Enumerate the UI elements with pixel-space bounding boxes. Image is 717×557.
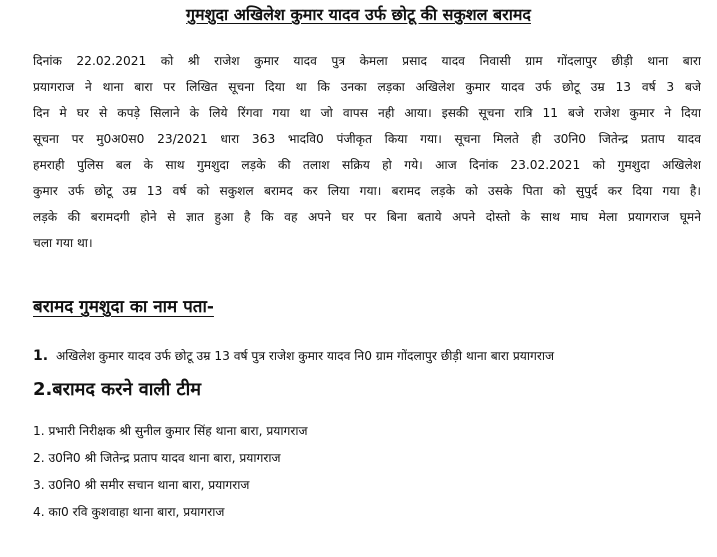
team-list bbox=[33, 418, 693, 526]
team-member: 1. प्रभारी निरीक्षक श्री सुनील कुमार सिंह थाना बारा, प्रयागराज bbox=[33, 424, 308, 438]
team-member: 3. उ0नि0 श्री समीर सचान थाना बारा, प्रयागराज bbox=[33, 478, 250, 492]
paragraph-line: चला गया था। bbox=[33, 236, 93, 250]
team-heading: 2.बरामद करने वाली टीम bbox=[33, 379, 201, 400]
paragraph-line: हमराही पुलिस बल के साथ गुमशुदा लड़के की तलाश सक्रिय हो गये। आज दिनांक 23.02.2021 को गुमशुदा अखिलेश bbox=[33, 158, 701, 172]
paragraph-line: कुमार उर्फ छोटू उम्र 13 वर्ष को सकुशल बरामद कर लिया गया। बरामद लड़के को उसके पिता को सुपुर्द कर दिया गया है। bbox=[33, 184, 701, 198]
list-number: 1. bbox=[33, 348, 49, 364]
paragraph-line: दिन मे घर से कपड़े सिलाने के लिये रिंगवा गया था जो वापस नही आया। इसकी सूचना रात्रि 11 बजे राजेश कुमार ने दिया bbox=[33, 106, 701, 120]
paragraph-line: सूचना पर मु0अ0स0 23/2021 धारा 363 भादवि0 पंजीकृत किया गया। सूचना मिलते ही उ0नि0 जितेन्द्र प्रताप यादव bbox=[33, 132, 701, 146]
paragraph-line: लड़के की बरामदगी होने से ज्ञात हुआ है कि वह अपने घर पर बिना बताये अपने दोस्तो के साथ माघ मेला प्रयागराज घूमने bbox=[33, 210, 701, 224]
team-member: 4. का0 रवि कुशवाहा थाना बारा, प्रयागराज bbox=[33, 505, 225, 519]
recovered-person-text: अखिलेश कुमार यादव उर्फ छोटू उम्र 13 वर्ष पुत्र राजेश कुमार यादव नि0 ग्राम गोंदलापुर छीड़ी थाना बारा प्रयागराज bbox=[55, 349, 555, 363]
document-title: गुमशुदा अखिलेश कुमार यादव उर्फ छोटू की सकुशल बरामद bbox=[186, 5, 531, 24]
report-paragraph bbox=[33, 48, 701, 256]
team-member: 2. उ0नि0 श्री जितेन्द्र प्रताप यादव थाना बारा, प्रयागराज bbox=[33, 451, 281, 465]
paragraph-line: प्रयागराज ने थाना बारा पर लिखित सूचना दिया था कि उनका लड़का अखिलेश कुमार यादव उर्फ छोटू उम्र 13 वर्ष 3 बजे bbox=[33, 80, 701, 94]
paragraph-line: दिनांक 22.02.2021 को श्री राजेश कुमार यादव पुत्र केमला प्रसाद यादव निवासी ग्राम गोंदलापुर छीड़ी थाना बारा bbox=[33, 54, 701, 68]
recovered-person-heading: बरामद गुमशुदा का नाम पता- bbox=[33, 297, 214, 317]
recovered-person-entry bbox=[33, 346, 703, 366]
